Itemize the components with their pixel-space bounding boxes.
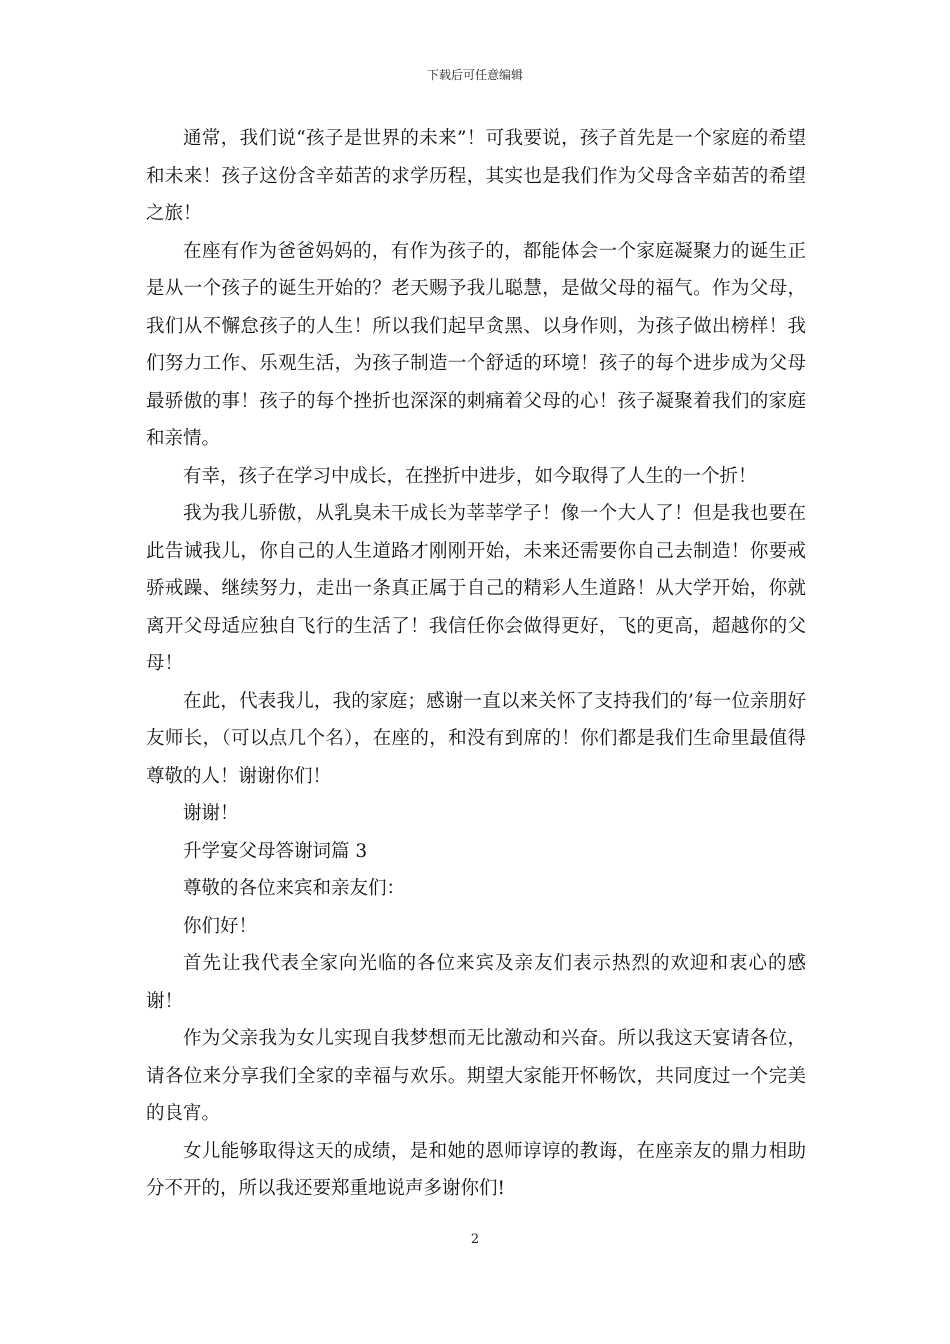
paragraph: 在此，代表我儿，我的家庭；感谢一直以来关怀了支持我们的’每一位亲朋好友师长，（可以点几个名），在座的，和没有到席的！你们都是我们生命里最值得尊敬的人！谢谢你们！ xyxy=(146,690,806,787)
paragraph: 谢谢！ xyxy=(183,803,239,824)
paragraph: 我为我儿骄傲，从乳臭未干成长为莘莘学子！像一个大人了！但是我也要在此告诫我儿，你自己的人生道路才刚刚开始，未来还需要你自己去制造！你要戒骄戒躁、继续努力，走出一条真正属于自己的精彩人生道路！从大学开始，你就离开父母适应独自飞行的生活了！我信任你会做得更好，飞的更高，超越你的父母！ xyxy=(146,503,806,674)
document-body xyxy=(146,120,806,1208)
paragraph: 女儿能够取得这天的成绩，是和她的恩师谆谆的教诲，在座亲友的鼎力相助分不开的，所以我还要郑重地说声多谢你们! xyxy=(146,1140,806,1199)
paragraph: 首先让我代表全家向光临的各位来宾及亲友们表示热烈的欢迎和衷心的感谢！ xyxy=(146,953,806,1012)
salutation: 尊敬的各位来宾和亲友们： xyxy=(183,878,406,899)
section-heading: 升学宴父母答谢词篇 3 xyxy=(183,840,368,862)
greeting: 你们好！ xyxy=(183,915,258,937)
paragraph: 有幸，孩子在学习中成长，在挫折中进步，如今取得了人生的一个折！ xyxy=(183,465,757,487)
page-header: 下载后可任意编辑 xyxy=(426,68,523,82)
paragraph: 通常，我们说“孩子是世界的未来”！可我要说，孩子首先是一个家庭的希望和未来！孩子这份含辛茹苦的求学历程，其实也是我们作为父母含辛茹苦的希望之旅！ xyxy=(146,128,806,224)
paragraph: 作为父亲我为女儿实现自我梦想而无比激动和兴奋。所以我这天宴请各位，请各位来分享我们全家的幸福与欢乐。期望大家能开怀畅饮，共同度过一个完美的良宵。 xyxy=(146,1028,806,1124)
paragraph: 在座有作为爸爸妈妈的，有作为孩子的，都能体会一个家庭凝聚力的诞生正是从一个孩子的诞生开始的？老天赐予我儿聪慧，是做父母的福气。作为父母，我们从不懈怠孩子的人生！所以我们起早贪黑、以身作则，为孩子做出榜样！我们努力工作、乐观生活，为孩子制造一个舒适的环境！孩子的每个进步成为父母最骄傲的事！孩子的每个挫折也深深的刺痛着父母的心！孩子凝聚着我们的家庭和亲情。 xyxy=(146,240,806,449)
page-number: 2 xyxy=(470,1232,480,1247)
